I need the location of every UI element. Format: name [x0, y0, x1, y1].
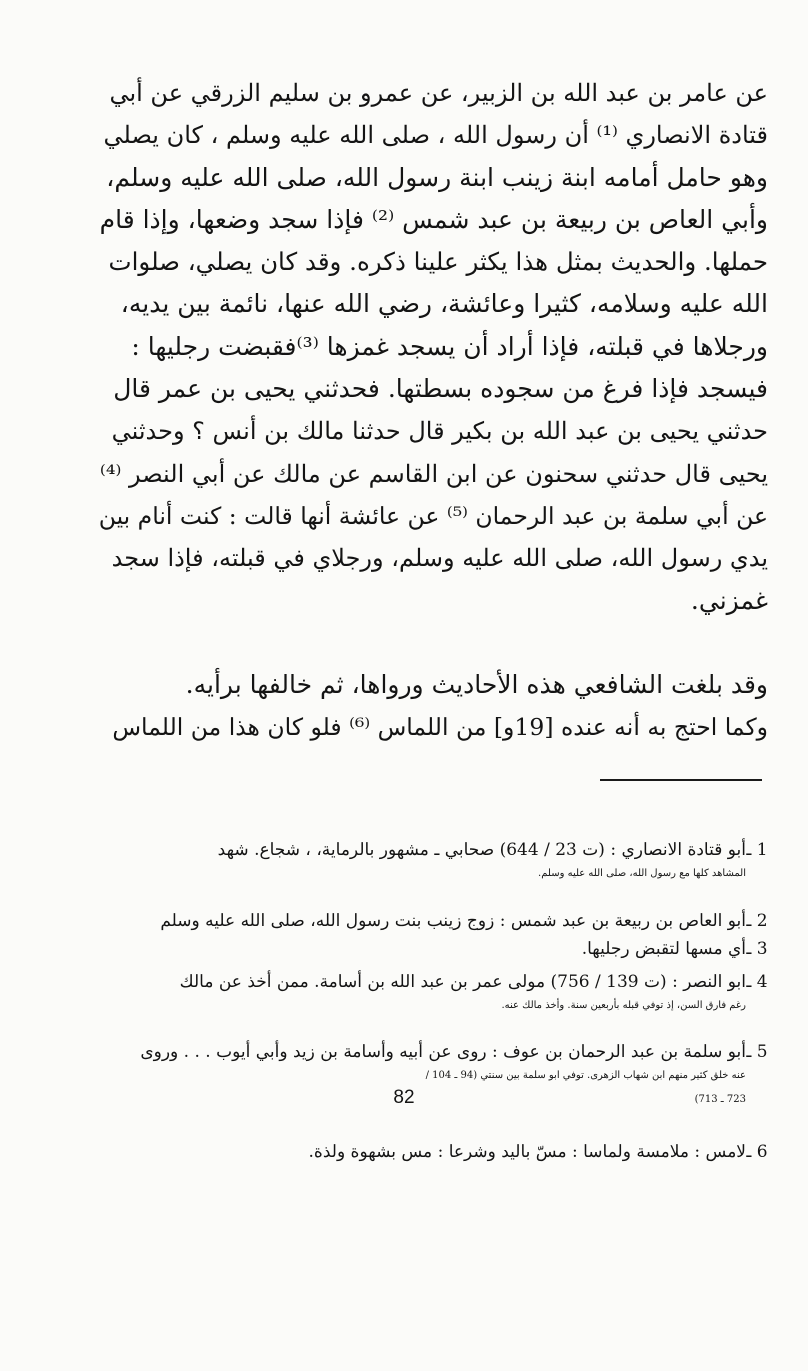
footnote-text: أبو قتادة الانصاري : (ت 23 / 644) صحابي ـ مشهور بالرماية، ، شجاع. شهد [217, 840, 746, 860]
text-line: وأبي العاص بن ربيعة بن عبد شمس ⁽²⁾ فإذا سجد وضعها، وإذا قام [99, 204, 768, 234]
text-line: حدثني يحيى بن عبد الله بن بكير قال حدثنا مالك بن أنس ؟ وحدثني [111, 417, 768, 446]
text-line: غمزني. [690, 585, 768, 615]
footnote-number: 3 ـ [746, 939, 768, 959]
footnote-number: 2 ـ [746, 911, 768, 931]
footnote-2 [100, 909, 768, 933]
footnote-6 [100, 1140, 768, 1164]
footnote-number: 1 ـ [746, 840, 768, 860]
text-line: الله عليه وسلامه، كثيرا وعائشة، رضي الله عنها، نائمة بين يديه، [120, 289, 768, 319]
main-text [100, 72, 768, 748]
footnote-text: ابو النصر : (ت 139 / 756) مولى عمر بن عبد الله بن أسامة. ممن أخذ عن مالك [179, 972, 746, 992]
text-line: حملها. والحديث بمثل هذا يكثر علينا ذكره. وقد كان يصلي، صلوات [108, 247, 768, 277]
text-line: ورجلاها في قبلته، فإذا أراد أن يسجد غمزها ⁽³⁾فقبضت رجليها : [131, 331, 768, 361]
footnote-text: المشاهد كلها مع رسول الله، صلى الله عليه وسلم. [538, 868, 746, 879]
paragraph-2 [100, 664, 768, 749]
text-line: يدي رسول الله، صلى الله عليه وسلم، ورجلاي في قبلته، فإذا سجد [111, 544, 768, 573]
paragraph-1 [100, 72, 768, 622]
footnote-text: 723 ـ 713) [694, 1094, 746, 1105]
text-line: وهو حامل أمامه ابنة زينب ابنة رسول الله، صلى الله عليه وسلم، [106, 162, 768, 192]
text-line: عن عامر بن عبد الله بن الزبير، عن عمرو بن سليم الزرقي عن أبي [109, 79, 768, 107]
text-line: وكما احتج به أنه عنده [19و] من اللماس ⁽⁶⁾ فلو كان هذا من اللماس [112, 713, 768, 742]
footnote-text: عنه خلق كثير منهم ابن شهاب الزهرى. توفي ابو سلمة بين سنتي (94 ـ 104 / [425, 1070, 746, 1081]
footnote-text: أبو سلمة بن عبد الرحمان بن عوف : روى عن أبيه وأسامة بن زيد وأبي أيوب . . . وروى [140, 1042, 746, 1062]
footnote-number: 6 ـ [746, 1142, 768, 1162]
footnote-4 [100, 970, 768, 1018]
text-line: عن أبي سلمة بن عبد الرحمان ⁽⁵⁾ عن عائشة أنها قالت : كنت أنام بين [98, 501, 768, 530]
text-line: قتادة الانصاري ⁽¹⁾ أن رسول الله ، صلى الله عليه وسلم ، كان يصلي [103, 121, 768, 150]
footnote-text: أبو العاص بن ربيعة بن عبد شمس : زوج زينب بنت رسول الله، صلى الله عليه وسلم [160, 911, 746, 931]
footnote-text: لامس : ملامسة ولماسا : مسّ باليد وشرعا : مس بشهوة ولذة. [308, 1142, 746, 1162]
footnote-divider [600, 779, 762, 781]
text-line: يحيى قال حدثني سحنون عن ابن القاسم عن مالك عن أبي النصر ⁽⁴⁾ [99, 459, 768, 488]
text-line: وقد بلغت الشافعي هذه الأحاديث ورواها، ثم خالفها برأيه. [185, 669, 768, 699]
footnote-text: رغم فارق السن، إذ توفي قبله بأربعين سنة. وأخذ مالك عنه. [501, 1000, 746, 1011]
footnote-text: أي مسها لتقبض رجليها. [581, 939, 746, 959]
footnote-number: 5 ـ [746, 1042, 768, 1062]
footnote-3 [100, 937, 768, 961]
footnote-1 [100, 838, 768, 886]
page-number: 82 [393, 1087, 415, 1108]
footnote-number: 4 ـ [746, 972, 768, 992]
text-line: فيسجد فإذا فرغ من سجوده بسطتها. فحدثني يحيى بن عمر قال [113, 374, 768, 404]
